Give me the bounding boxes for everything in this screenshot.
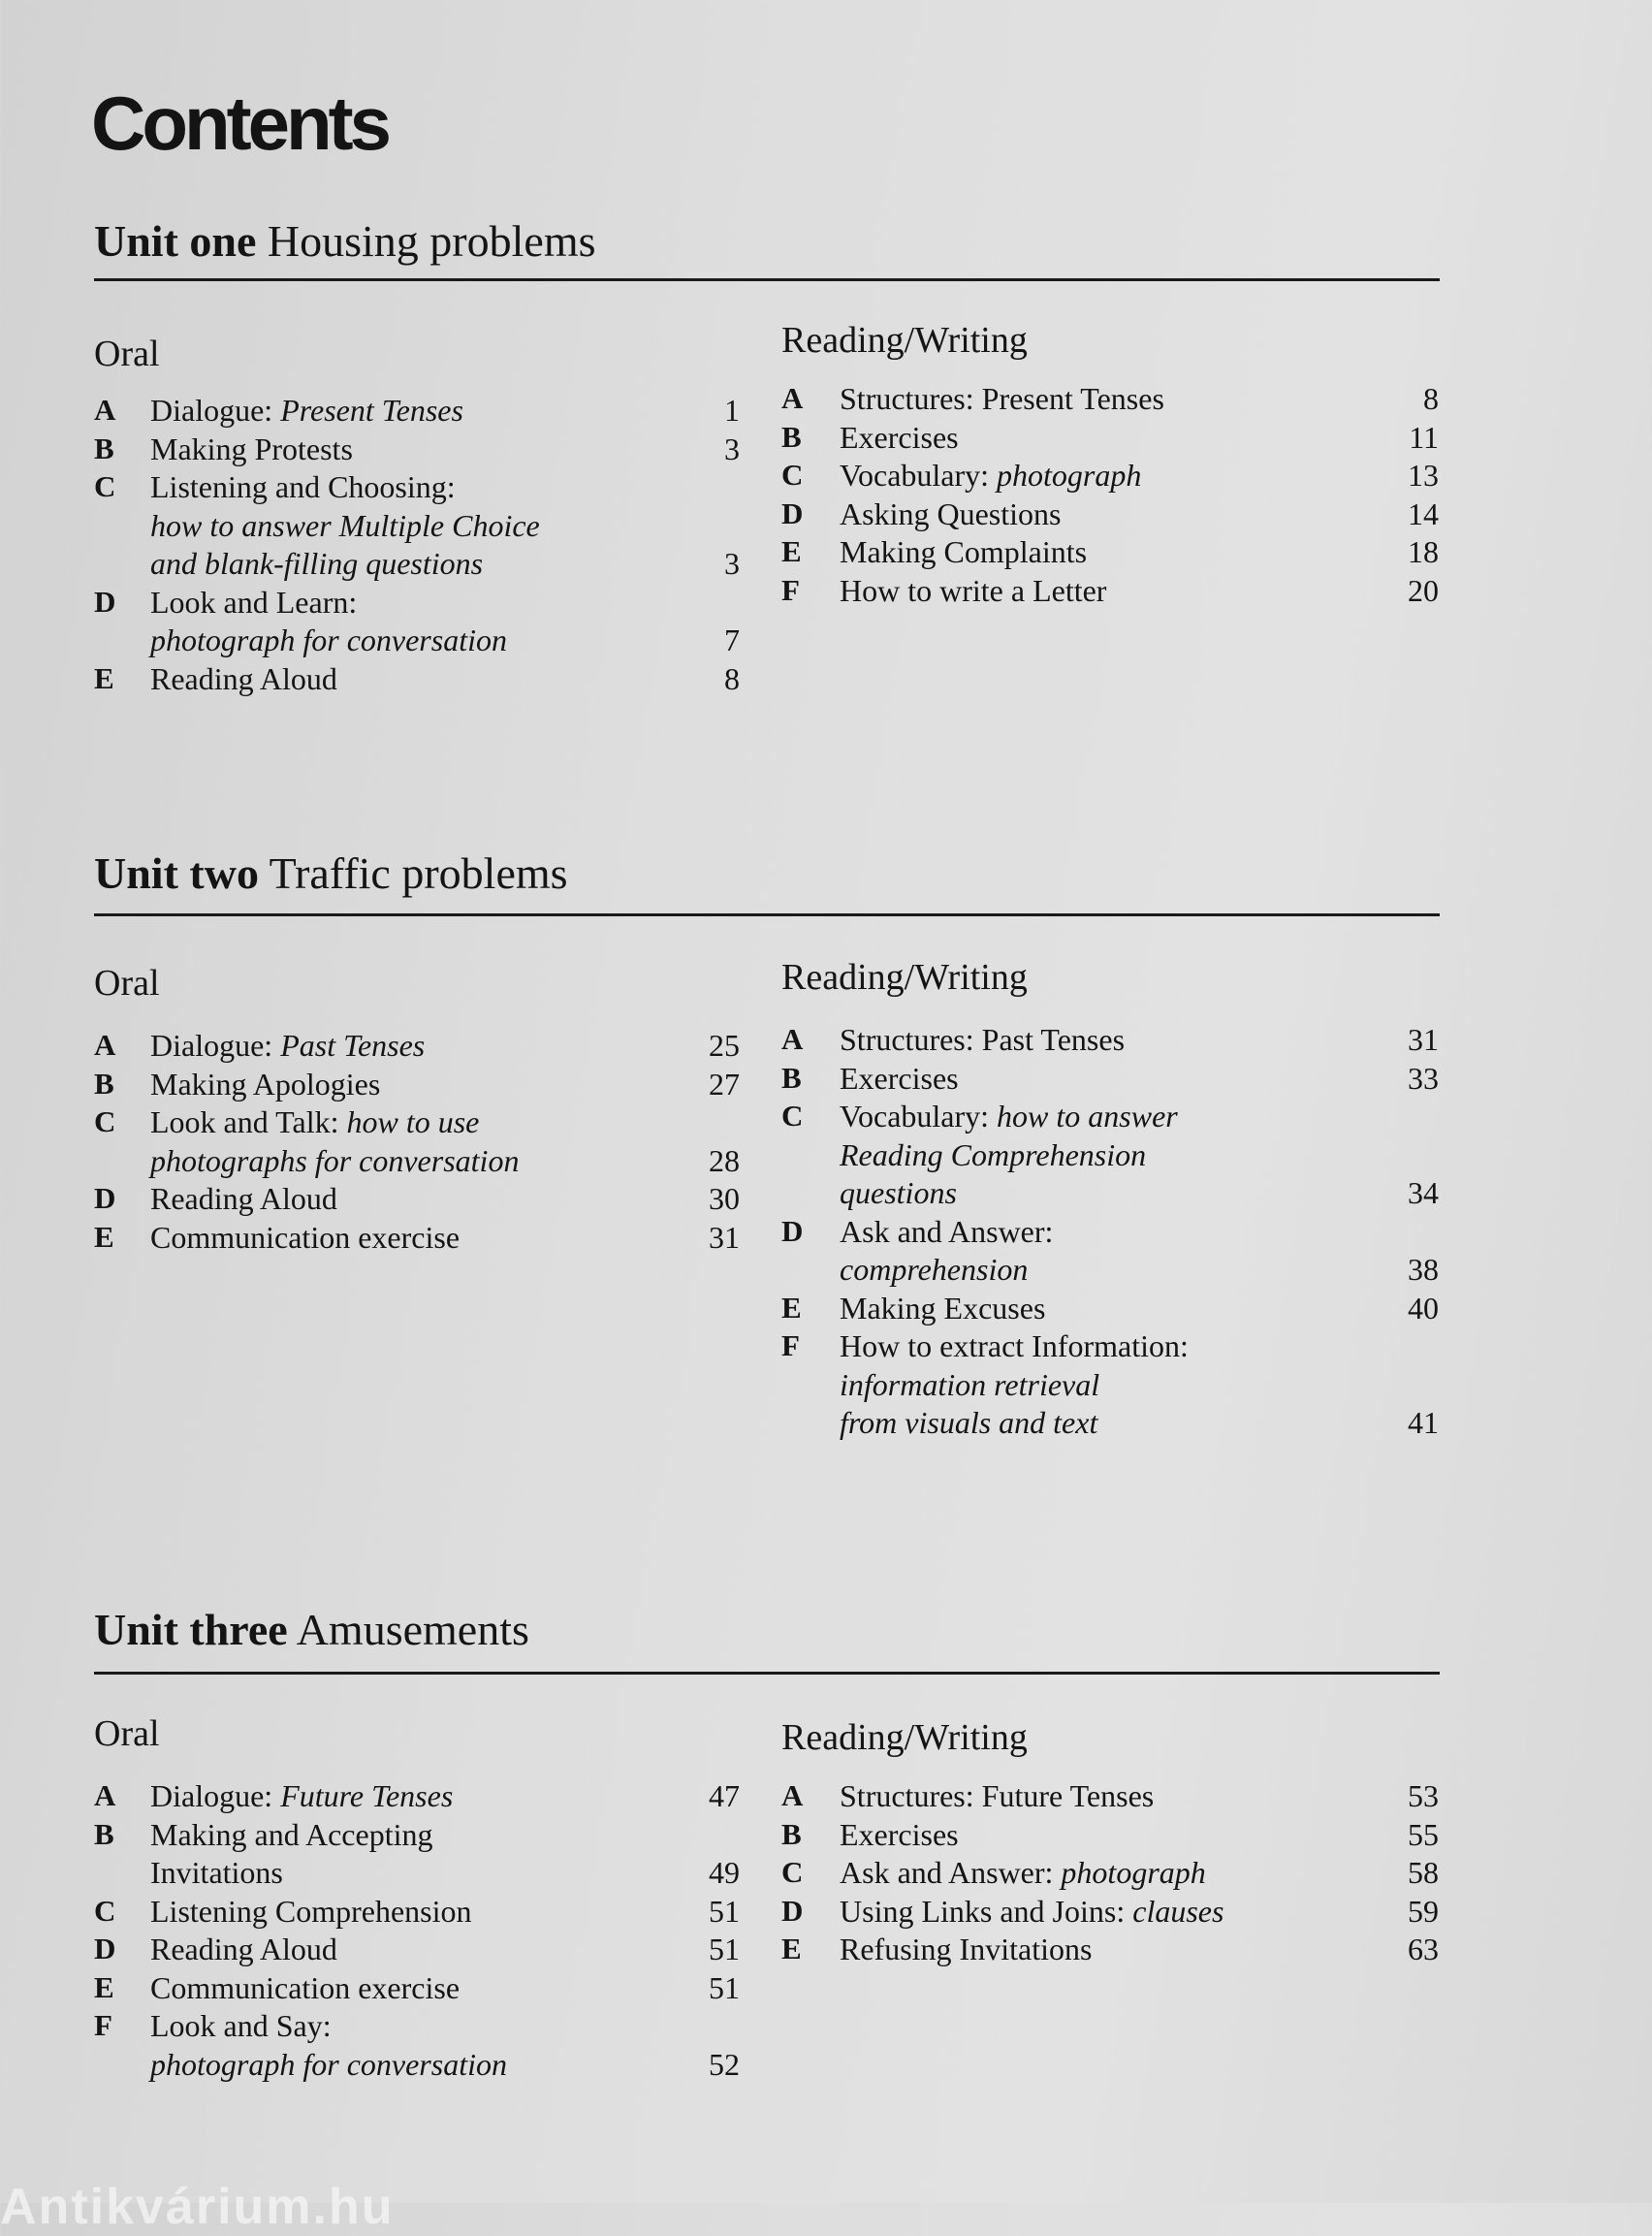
page-number: 8 (1423, 381, 1439, 416)
page-number: 40 (1408, 1290, 1439, 1326)
entry-line (840, 532, 1087, 571)
entry-line (840, 1365, 1099, 1404)
entry-line (840, 1135, 1146, 1174)
unit-name: Traffic problems (269, 848, 568, 898)
page-number: 3 (724, 431, 740, 466)
entry-letter: D (781, 1213, 804, 1248)
unit-heading (94, 1605, 529, 1654)
entry-text: how to use (346, 1104, 480, 1139)
entry-letter: E (94, 1969, 114, 2004)
page-number: 47 (709, 1778, 740, 1813)
page-number: 41 (1408, 1405, 1439, 1440)
unit-name: Amusements (296, 1605, 529, 1654)
entry-text: how to answer Multiple Choice (150, 507, 540, 543)
entry-letter: D (781, 1893, 804, 1928)
entry-letter: C (781, 1099, 804, 1133)
entry-line (840, 1853, 1206, 1892)
entry-text: Listening and Choosing: (150, 469, 456, 504)
entry-letter: E (94, 660, 114, 695)
entry-text: Refusing Invitations (840, 1932, 1093, 1966)
page-number: 18 (1408, 534, 1439, 569)
entry-text: from visuals and text (840, 1405, 1098, 1440)
entry-text: Vocabulary: (840, 1099, 998, 1134)
entry-text: Using Links and Joins: (840, 1893, 1133, 1929)
entry-text: Look and Talk: (150, 1104, 347, 1139)
entry-text: photograph for conversation (150, 623, 507, 657)
entry-text: Making Protests (150, 431, 353, 466)
entry-letter: A (94, 1028, 116, 1062)
entry-text: Making Complaints (840, 534, 1088, 569)
unit-heading (94, 216, 596, 266)
entry-letter: C (94, 469, 116, 503)
entry-letter: A (781, 381, 804, 415)
oral-heading: Oral (94, 963, 160, 1004)
entry-text: Exercises (840, 419, 959, 455)
unit-number: Unit one (94, 216, 257, 266)
entry-line (150, 1968, 460, 2007)
entry-letter: C (94, 1104, 116, 1138)
page-number: 51 (709, 1969, 740, 2005)
entry-line (150, 1102, 479, 1141)
entry-text: Structures: Future Tenses (840, 1778, 1155, 1813)
entry-line (150, 430, 353, 468)
page-number: 27 (709, 1066, 740, 1102)
entry-text: Past Tenses (280, 1028, 426, 1063)
entry-text: Communication exercise (150, 1969, 461, 2005)
entry-letter: A (781, 1022, 804, 1056)
entry-letter: F (781, 572, 800, 607)
entry-text: Ask and Answer: (840, 1855, 1062, 1890)
entry-text: Ask and Answer: (840, 1213, 1054, 1249)
page-number: 38 (1408, 1252, 1439, 1287)
entry-line (840, 1020, 1125, 1059)
page-title: Contents (91, 80, 388, 166)
unit-name: Housing problems (267, 216, 596, 266)
entry-letter: C (94, 1893, 116, 1928)
entry-line (840, 1173, 957, 1212)
entry-line (840, 1097, 1178, 1135)
entry-text: Listening Comprehension (150, 1893, 472, 1929)
entry-line (840, 456, 1141, 495)
entry-text: photograph for conversation (150, 2046, 507, 2082)
entry-text: clauses (1132, 1893, 1224, 1929)
entry-text: information retrieval (840, 1366, 1100, 1402)
entry-letter: F (94, 2008, 112, 2042)
heading-rule (94, 1672, 1440, 1675)
entry-line (840, 1776, 1154, 1815)
entry-text: Exercises (840, 1060, 959, 1096)
entry-letter: D (94, 1181, 116, 1215)
entry-text: Invitations (150, 1855, 283, 1890)
entry-letter: E (94, 1219, 114, 1254)
entry-text: Structures: Present Tenses (840, 381, 1164, 416)
entry-text: questions (840, 1175, 957, 1210)
page-number: 49 (709, 1855, 740, 1890)
entry-letter: B (781, 419, 802, 454)
entry-line (150, 544, 483, 583)
entry-letter: A (781, 1778, 804, 1812)
entry-line (840, 1059, 959, 1098)
entry-line (840, 1892, 1223, 1931)
entry-text: Communication exercise (150, 1219, 461, 1255)
page-number: 51 (709, 1932, 740, 1966)
page-number: 25 (709, 1028, 740, 1063)
unit-heading (94, 848, 568, 898)
entry-text: and blank-filling questions (150, 546, 484, 581)
entry-letter: B (94, 1066, 114, 1101)
page-number: 1 (724, 393, 740, 428)
entry-line (840, 495, 1061, 533)
entry-letter: C (781, 458, 804, 492)
entry-line (150, 583, 357, 622)
entry-letter: A (94, 1778, 116, 1812)
reading-writing-heading: Reading/Writing (781, 957, 1028, 998)
entry-text: Look and Learn: (150, 584, 358, 620)
page-number: 3 (724, 546, 740, 581)
entry-line (840, 1403, 1097, 1442)
page-number: 63 (1408, 1932, 1439, 1966)
entry-text: How to write a Letter (840, 572, 1107, 608)
entry-line (150, 467, 456, 506)
entry-letter: D (94, 1932, 116, 1965)
entry-line (150, 1892, 472, 1931)
entry-line (150, 1853, 283, 1892)
entry-line (150, 1065, 380, 1103)
entry-text: photographs for conversation (150, 1142, 520, 1178)
page-number: 52 (709, 2046, 740, 2082)
page-number: 59 (1408, 1893, 1439, 1929)
entry-text: Present Tenses (280, 393, 463, 428)
heading-rule (94, 913, 1440, 916)
entry-letter: B (781, 1816, 802, 1851)
entry-text: photograph (997, 458, 1142, 493)
entry-text: Making and Accepting (150, 1816, 433, 1852)
entry-letter: B (94, 431, 114, 465)
page-number: 7 (724, 623, 740, 657)
page-number: 55 (1408, 1816, 1439, 1852)
entry-text: Look and Say: (150, 2008, 332, 2043)
entry-line (840, 418, 959, 457)
unit-number: Unit two (94, 848, 259, 898)
entry-text: comprehension (840, 1252, 1029, 1287)
entry-line (840, 1212, 1053, 1251)
entry-line (150, 2006, 332, 2045)
entry-text: Vocabulary: (840, 458, 998, 493)
entry-letter: D (781, 495, 804, 530)
entry-line (840, 379, 1164, 418)
entry-letter: E (781, 534, 802, 568)
entry-line (840, 1289, 1045, 1327)
entry-text: Reading Comprehension (840, 1136, 1147, 1172)
entry-letter: E (781, 1290, 802, 1325)
reading-writing-heading: Reading/Writing (781, 1717, 1028, 1758)
entry-line (150, 1930, 337, 1968)
page-number: 51 (709, 1893, 740, 1929)
entry-letter: A (94, 393, 116, 427)
page-number: 33 (1408, 1060, 1439, 1096)
entry-line (150, 659, 337, 698)
entry-text: Structures: Past Tenses (840, 1022, 1126, 1057)
page-number: 20 (1408, 572, 1439, 608)
page-number: 34 (1408, 1175, 1439, 1210)
entry-letter: D (94, 584, 116, 619)
page-number: 30 (709, 1181, 740, 1216)
entry-letter: F (781, 1328, 800, 1362)
entry-text: Asking Questions (840, 495, 1062, 531)
entry-line (150, 506, 540, 545)
page-number: 53 (1408, 1778, 1439, 1813)
entry-letter: C (781, 1855, 804, 1889)
page-number: 14 (1408, 495, 1439, 531)
entry-text: Future Tenses (280, 1778, 454, 1813)
heading-rule (94, 278, 1440, 281)
entry-letter: B (781, 1060, 802, 1095)
unit-number: Unit three (94, 1605, 288, 1654)
page-number: 8 (724, 660, 740, 696)
entry-text: Making Apologies (150, 1066, 381, 1102)
entry-line (150, 1815, 432, 1854)
entry-line (150, 621, 507, 659)
entry-text: Exercises (840, 1816, 959, 1852)
entry-text: Reading Aloud (150, 1932, 337, 1966)
page-number: 31 (709, 1219, 740, 1255)
entry-line (150, 2045, 507, 2084)
page-number: 13 (1408, 458, 1439, 493)
entry-text: Dialogue: (150, 1028, 281, 1063)
entry-text: Dialogue: (150, 393, 281, 428)
page-number: 11 (1409, 419, 1439, 455)
entry-line (840, 1326, 1189, 1365)
entry-line (150, 1179, 337, 1218)
entry-line (150, 1218, 460, 1257)
page-number: 31 (1408, 1022, 1439, 1057)
oral-heading: Oral (94, 334, 160, 374)
entry-text: Making Excuses (840, 1290, 1046, 1326)
entry-line (840, 1250, 1028, 1289)
entry-line (150, 1141, 519, 1180)
oral-heading: Oral (94, 1713, 160, 1754)
page-number: 28 (709, 1142, 740, 1178)
watermark: Antikvárium.hu (0, 2179, 395, 2235)
entry-line (840, 1815, 959, 1854)
entry-line (840, 1930, 1092, 1968)
page-number: 58 (1408, 1855, 1439, 1890)
reading-writing-heading: Reading/Writing (781, 320, 1028, 361)
entry-letter: E (781, 1932, 802, 1965)
entry-letter: B (94, 1816, 114, 1851)
entry-line (150, 1776, 453, 1815)
entry-line (840, 571, 1106, 610)
entry-text: photograph (1061, 1855, 1206, 1890)
entry-text: how to answer (997, 1099, 1178, 1134)
entry-text: Dialogue: (150, 1778, 281, 1813)
entry-text: How to extract Information: (840, 1328, 1189, 1363)
entry-line (150, 391, 463, 430)
entry-text: Reading Aloud (150, 660, 337, 696)
entry-text: Reading Aloud (150, 1181, 337, 1216)
entry-line (150, 1026, 425, 1065)
